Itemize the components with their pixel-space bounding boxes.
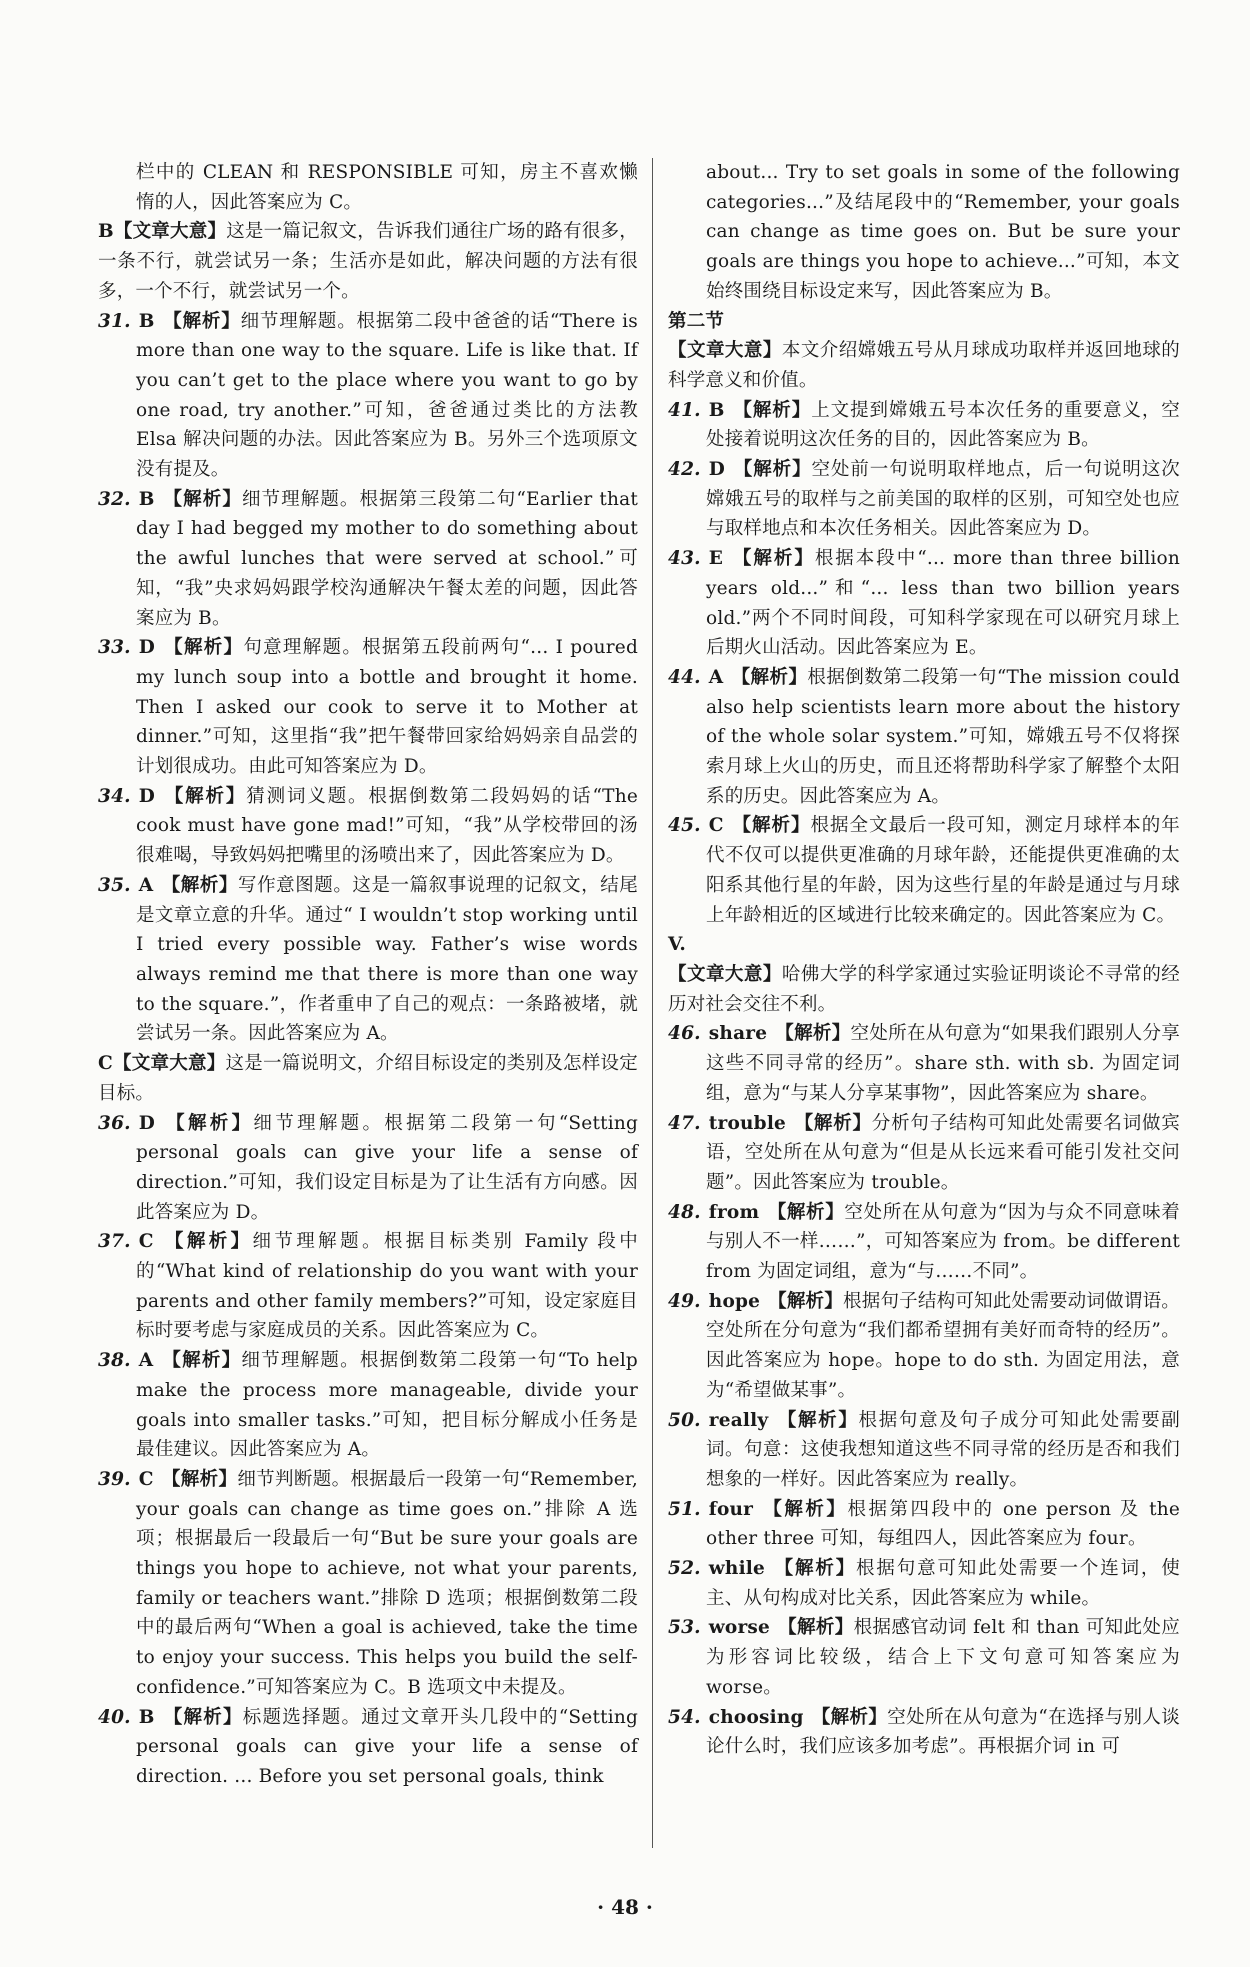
question-number: 31. (98, 310, 131, 332)
question-explanation (98, 782, 638, 871)
analysis-tag: 【解析】 (776, 1409, 859, 1431)
answer: E (708, 548, 724, 570)
answer: from (708, 1201, 760, 1223)
question-number: 41. (668, 399, 701, 421)
question-number: 38. (98, 1350, 131, 1372)
question-explanation (668, 1613, 1180, 1702)
question-explanation (98, 1109, 638, 1228)
analysis-tag: 【解析】 (161, 1468, 238, 1490)
answer: D (138, 637, 156, 659)
analysis-tag: 【解析】 (811, 1706, 888, 1728)
analysis-tag: 【解析】 (768, 1290, 844, 1312)
question-explanation (668, 1554, 1180, 1613)
analysis-tag: 【解析】 (161, 1231, 253, 1253)
paragraph-text: about... Try to set goals in some of the following categories...”及结尾段中的“Remember, your goals can change as time goes on. But be sure your goals are things you hope to achieve...”可知，本文始终围绕目标设定来写，因此答案应为 B。 (706, 162, 1180, 302)
question-number: 50. (668, 1409, 701, 1431)
passage-summary (668, 336, 1180, 395)
section-heading: 第二节 (668, 310, 725, 332)
analysis-tag: 【解析】 (163, 785, 247, 807)
question-explanation (98, 871, 638, 1049)
question-number: 33. (98, 637, 131, 659)
analysis-tag: 【解析】 (731, 666, 808, 688)
question-explanation (668, 455, 1180, 544)
analysis-tag: 【解析】 (162, 1706, 243, 1728)
passage-summary (98, 217, 638, 306)
explanation-text: 空处所在从句意为“如果我们跟别人分享这些不同寻常的经历”。share sth. with sb. 为固定词组，意为“与某人分享某事物”，因此答案应为 share。 (706, 1023, 1180, 1104)
continued-text (98, 158, 638, 217)
question-number: 45. (668, 815, 701, 837)
summary-text: 这是一篇说明文，介绍目标设定的类别及怎样设定目标。 (98, 1053, 639, 1104)
analysis-tag: 【解析】 (767, 1201, 845, 1223)
question-number: 48. (668, 1201, 701, 1223)
question-number: 35. (98, 874, 131, 896)
explanation-text: 句意理解题。根据第五段前两句“... I poured my lunch soup into a bottle and brought it home. Then I asked our cook to serve it to Mother at dinner.”可知，这里指“我”把午餐带回家给妈妈亲自品尝的计划很成功。由此可知答案应为 D。 (136, 637, 638, 778)
answer: A (708, 666, 724, 688)
explanation-text: 根据倒数第二段第一句“The mission could also help scientists learn more about the history of the whole solar system.”可知，嫦娥五号不仅将探索月球上火山的历史，而且还将帮助科学家了解整个太阳系的历史。因此答案应为 A。 (706, 666, 1180, 807)
analysis-tag: 【解析】 (162, 488, 242, 510)
question-explanation (98, 1465, 638, 1703)
question-number: 52. (668, 1558, 701, 1580)
answer: D (708, 459, 726, 481)
answer: C (708, 815, 724, 837)
question-number: 43. (668, 548, 701, 570)
question-number: 39. (98, 1468, 131, 1490)
answer: worse (708, 1617, 770, 1639)
answer: share (708, 1023, 768, 1045)
explanation-text: 细节理解题。根据第三段第二句“Earlier that day I had begged my mother to do something about the awful lunches that were served at school.”可知，“我”央求妈妈跟学校沟通解决午餐太差的问题，因此答案应为 B。 (136, 488, 638, 629)
explanation-text: 标题选择题。通过文章开头几段中的“Setting personal goals can give your life a sense of direction. ... Before you set personal goals, think (136, 1706, 638, 1787)
question-explanation (98, 1346, 638, 1465)
left-column (98, 158, 638, 1792)
question-number: 44. (668, 666, 701, 688)
question-explanation (668, 396, 1180, 455)
passage-label: B (98, 221, 114, 243)
explanation-text: 根据句意及句子成分可知此处需要副词。句意：这使我想知道这些不同寻常的经历是否和我们想象的一样好。因此答案应为 really。 (706, 1409, 1180, 1490)
question-explanation (98, 1703, 638, 1792)
question-explanation (668, 544, 1180, 663)
question-explanation (668, 1406, 1180, 1495)
explanation-text: 根据第四段中的 one person 及 the other three 可知，每组四人，因此答案应为 four。 (706, 1498, 1180, 1550)
question-explanation (98, 307, 638, 485)
answer: trouble (708, 1112, 787, 1134)
summary-tag: 【文章大意】 (668, 963, 782, 985)
explanation-text: 写作意图题。这是一篇叙事说理的记叙文，结尾是文章立意的升华。通过“ I wouldn’t stop working until I tried every possible way. Father’s wise words always remind me that there is more than one way to the square.”，作者重申了自己的观点：一条路被堵，就尝试另一条。因此答案应为 A。 (136, 874, 639, 1045)
question-number: 49. (668, 1290, 701, 1312)
passage-summary (98, 1049, 638, 1108)
answer: C (138, 1231, 154, 1253)
explanation-text: 细节理解题。根据第二段第一句“Setting personal goals can give your life a sense of direction.”可知，我们设定目标是为了让生活有方向感。因此答案应为 D。 (136, 1112, 638, 1223)
analysis-tag: 【解析】 (732, 399, 812, 421)
question-explanation (668, 663, 1180, 812)
answer: D (138, 1112, 156, 1134)
analysis-tag: 【解析】 (733, 459, 812, 481)
explanation-text: 细节理解题。根据目标类别 Family 段中的“What kind of relationship do you want with your parents and other family members?”可知，设定家庭目标时要考虑与家庭成员的关系。因此答案应为 C。 (136, 1231, 638, 1342)
answer: B (138, 310, 155, 332)
answer: A (138, 874, 154, 896)
analysis-tag: 【解析】 (773, 1558, 857, 1580)
question-explanation (668, 811, 1180, 930)
section-heading: V. (668, 934, 686, 956)
analysis-tag: 【解析】 (731, 548, 815, 570)
summary-text: 这是一篇记叙文，告诉我们通往广场的路有很多，一条不行，就尝试另一条；生活亦是如此，解决问题的方法有很多，一个不行，就尝试另一个。 (98, 221, 638, 302)
analysis-tag: 【解析】 (163, 1112, 254, 1134)
summary-tag: 【文章大意】 (668, 340, 782, 362)
analysis-tag: 【解析】 (731, 815, 811, 837)
explanation-text: 空处所在从句意为“因为与众不同意味着与别人不一样……”，可知答案应为 from。be different from 为固定词组，意为“与……不同”。 (706, 1201, 1180, 1283)
passage-summary (668, 960, 1180, 1019)
analysis-tag: 【解析】 (163, 637, 244, 659)
analysis-tag: 【解析】 (161, 874, 238, 896)
question-explanation (668, 1198, 1180, 1287)
summary-tag: 【文章大意】 (113, 221, 227, 243)
question-number: 42. (668, 459, 701, 481)
answer: C (138, 1468, 154, 1490)
question-number: 34. (98, 785, 131, 807)
answer: D (138, 785, 156, 807)
question-explanation (668, 1287, 1180, 1406)
question-number: 46. (668, 1023, 701, 1045)
question-number: 47. (668, 1112, 701, 1134)
analysis-tag: 【解析】 (761, 1498, 848, 1520)
explanation-text: 细节理解题。根据倒数第二段第一句“To help make the process more manageable, divide your goals into smaller tasks.”可知，把目标分解成小任务是最佳建议。因此答案应为 A。 (136, 1350, 638, 1461)
answer: choosing (708, 1706, 804, 1728)
analysis-tag: 【解析】 (775, 1023, 851, 1045)
question-number: 51. (668, 1498, 701, 1520)
question-number: 32. (98, 488, 131, 510)
explanation-text: 上文提到嫦娥五号本次任务的重要意义，空处接着说明这次任务的目的，因此答案应为 B。 (706, 399, 1180, 451)
explanation-text: 根据句意可知此处需要一个连词，使主、从句构成对比关系，因此答案应为 while。 (706, 1558, 1180, 1609)
right-column (668, 158, 1180, 1762)
analysis-tag: 【解析】 (794, 1112, 872, 1134)
passage-label: C (98, 1053, 113, 1075)
question-explanation (668, 1019, 1180, 1108)
question-explanation (98, 1227, 638, 1346)
question-explanation (668, 1495, 1180, 1554)
explanation-text: 根据全文最后一段可知，测定月球样本的年代不仅可以提供更准确的月球年龄，还能提供更准确的太阳系其他行星的年龄，因为这些行星的年龄是通过与月球上年龄相近的区域进行比较来确定的。因此答案应为 C。 (706, 815, 1180, 926)
explanation-text: 猜测词义题。根据倒数第二段妈妈的话“The cook must have gone mad!”可知，“我”从学校带回的汤很难喝，导致妈妈把嘴里的汤喷出来了，因此答案应为 D。 (136, 785, 638, 867)
explanation-text: 根据感官动词 felt 和 than 可知此处应为形容词比较级，结合上下文句意可知答案应为 worse。 (706, 1617, 1180, 1698)
question-explanation (98, 633, 638, 782)
summary-tag: 【文章大意】 (112, 1053, 226, 1075)
answer: hope (708, 1290, 761, 1312)
explanation-text: 细节判断题。根据最后一段第一句“Remember, your goals can change as time goes on.”排除 A 选项；根据最后一段最后一句“But be sure your goals are things you hope to achieve, not what your parents, family or teachers want.”排除 D 选项；根据倒数第二段中的最后两句“When a goal is achieved, take the time to enjoy your success. This helps you build the self-confidence.”可知答案应为 C。B 选项文中未提及。 (136, 1468, 638, 1698)
answer: really (708, 1409, 769, 1431)
explanation-text: 根据本段中“... more than three billion years old...”和“... less than two billion years old.”两个不同时间段，可知科学家现在可以研究月球上后期火山活动。因此答案应为 E。 (706, 548, 1180, 659)
explanation-text: 空处前一句说明取样地点，后一句说明这次嫦娥五号的取样与之前美国的取样的区别，可知空处也应与取样地点和本次任务相关。因此答案应为 D。 (706, 459, 1180, 540)
question-number: 54. (668, 1706, 701, 1728)
question-explanation (98, 485, 638, 634)
question-number: 36. (98, 1112, 131, 1134)
answer: B (138, 488, 155, 510)
explanation-text: 空处所在从句意为“在选择与别人谈论什么时，我们应该多加考虑”。再根据介词 in 可 (706, 1706, 1180, 1758)
analysis-tag: 【解析】 (161, 1350, 242, 1372)
answer: four (708, 1498, 754, 1520)
explanation-text: 分析句子结构可知此处需要名词做宾语，空处所在从句意为“但是从长远来看可能引发社交问题”。因此答案应为 trouble。 (706, 1112, 1180, 1193)
question-number: 40. (98, 1706, 131, 1728)
question-number: 37. (98, 1231, 131, 1253)
answer: B (138, 1706, 155, 1728)
continued-text (668, 158, 1180, 307)
analysis-tag: 【解析】 (778, 1617, 854, 1639)
summary-text: 哈佛大学的科学家通过实验证明谈论不寻常的经历对社会交往不利。 (668, 963, 1181, 1015)
explanation-text: 细节理解题。根据第二段中爸爸的话“There is more than one way to the square. Life is like that. If you can’t get to the place where you want to go by one road, try another.”可知，爸爸通过类比的方法教 Elsa 解决问题的办法。因此答案应为 B。另外三个选项原文没有提及。 (136, 310, 638, 481)
answer: A (138, 1350, 154, 1372)
question-explanation (668, 1109, 1180, 1198)
answer: B (708, 399, 725, 421)
paragraph-text: 栏中的 CLEAN 和 RESPONSIBLE 可知，房主不喜欢懒惰的人，因此答案应为 C。 (136, 162, 638, 213)
question-explanation (668, 1703, 1180, 1762)
column-divider (652, 158, 653, 1848)
answer: while (708, 1558, 765, 1580)
question-number: 53. (668, 1617, 701, 1639)
page-number: · 48 · (597, 1895, 653, 1919)
analysis-tag: 【解析】 (162, 310, 241, 332)
summary-text: 本文介绍嫦娥五号从月球成功取样并返回地球的科学意义和价值。 (668, 340, 1181, 391)
explanation-text: 根据句子结构可知此处需要动词做谓语。空处所在分句意为“我们都希望拥有美好而奇特的经历”。因此答案应为 hope。hope to do sth. 为固定用法，意为“希望做某事”。 (706, 1290, 1180, 1401)
